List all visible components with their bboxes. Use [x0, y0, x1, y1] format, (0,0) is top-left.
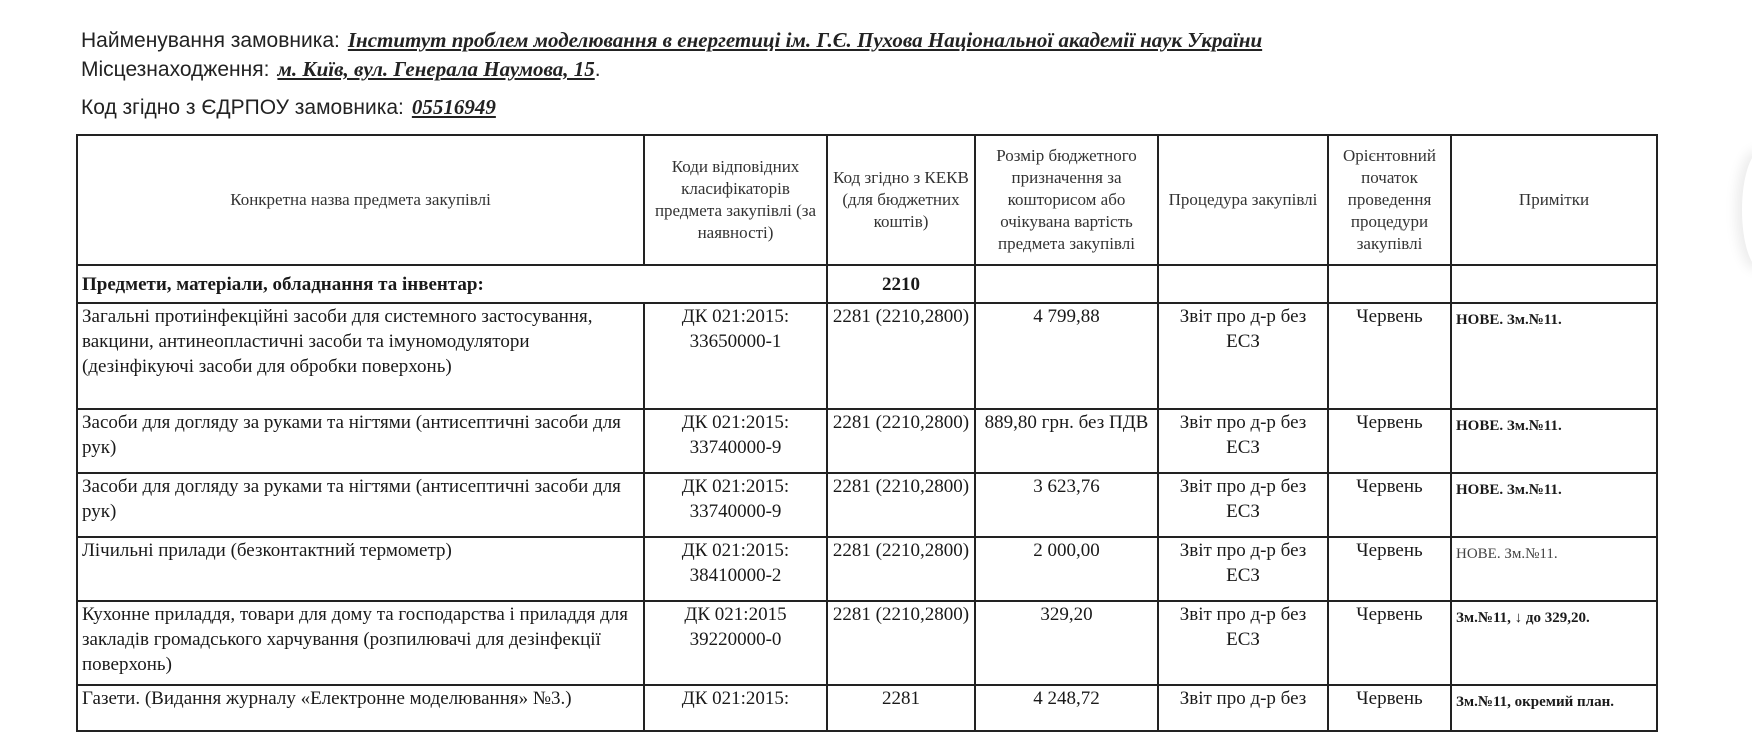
item-classifier: ДК 021:2015: 38410000-2: [644, 537, 827, 601]
item-procedure: Звіт про д-р без ЕСЗ: [1158, 409, 1328, 473]
page-edge-shadow: [1742, 150, 1752, 270]
col-header-amount: Розмір бюджетного призначення за кошторисом або очікувана вартість предмета закупівлі: [975, 135, 1158, 265]
table-row: [77, 601, 1657, 685]
item-name: Кухонне приладдя, товари для дому та господарства і приладдя для закладів громадського харчування (розпилювачі для дезінфекції поверхонь): [77, 601, 644, 685]
item-name: Загальні протиінфекційні засоби для системного застосування, вакцини, антинеопластичні засоби та імуномодулятори (дезінфікуючі засоби для обробки поверхонь): [77, 303, 644, 409]
item-procedure: Звіт про д-р без ЕСЗ: [1158, 303, 1328, 409]
table-row: [77, 537, 1657, 601]
item-amount: 4 248,72: [975, 685, 1158, 731]
item-start: Червень: [1328, 409, 1451, 473]
item-classifier: ДК 021:2015 39220000-0: [644, 601, 827, 685]
item-amount: 3 623,76: [975, 473, 1158, 537]
col-header-classifier: Коди відповідних класифікаторів предмета закупівлі (за наявності): [644, 135, 827, 265]
item-procedure: Звіт про д-р без ЕСЗ: [1158, 601, 1328, 685]
table-row: [77, 473, 1657, 537]
col-header-kekv: Код згідно з КЕКВ (для бюджетних коштів): [827, 135, 975, 265]
location-value: м. Київ, вул. Генерала Наумова, 15: [277, 57, 595, 81]
customer-name-line: [81, 28, 1262, 53]
customer-label: Найменування замовника:: [81, 29, 340, 52]
item-procedure: Звіт про д-р без ЕСЗ: [1158, 473, 1328, 537]
edrpou-line: [81, 95, 496, 120]
col-header-start: Орієнтовний початок проведення процедури закупівлі: [1328, 135, 1451, 265]
item-classifier: ДК 021:2015: 33740000-9: [644, 409, 827, 473]
customer-value: Інститут проблем моделювання в енергетиці ім. Г.Є. Пухова Національної академії наук України: [347, 28, 1263, 52]
empty-cell: [975, 265, 1158, 303]
item-note: НОВЕ. Зм.№11.: [1451, 303, 1657, 409]
item-note: НОВЕ. Зм.№11.: [1451, 537, 1657, 601]
empty-cell: [1328, 265, 1451, 303]
item-start: Червень: [1328, 601, 1451, 685]
item-procedure: Звіт про д-р без ЕСЗ: [1158, 537, 1328, 601]
section-code: 2210: [827, 265, 975, 303]
item-classifier: ДК 021:2015: 33650000-1: [644, 303, 827, 409]
col-header-procedure: Процедура закупівлі: [1158, 135, 1328, 265]
section-row: [77, 265, 1657, 303]
item-kekv: 2281 (2210,2800): [827, 473, 975, 537]
item-amount: 2 000,00: [975, 537, 1158, 601]
item-name: Засоби для догляду за руками та нігтями (антисептичні засоби для рук): [77, 409, 644, 473]
item-name: Засоби для догляду за руками та нігтями (антисептичні засоби для рук): [77, 473, 644, 537]
edrpou-value: 05516949: [411, 95, 496, 119]
location-label: Місцезнаходження:: [81, 58, 270, 81]
item-name: Газети. (Видання журналу «Електронне моделювання» №3.): [77, 685, 644, 731]
item-start: Червень: [1328, 685, 1451, 731]
col-header-notes: Примітки: [1451, 135, 1657, 265]
item-procedure: Звіт про д-р без: [1158, 685, 1328, 731]
procurement-table: [76, 134, 1658, 732]
item-note: НОВЕ. Зм.№11.: [1451, 409, 1657, 473]
item-kekv: 2281: [827, 685, 975, 731]
table-row: [77, 409, 1657, 473]
item-note: НОВЕ. Зм.№11.: [1451, 473, 1657, 537]
item-start: Червень: [1328, 537, 1451, 601]
item-amount: 329,20: [975, 601, 1158, 685]
col-header-name: Конкретна назва предмета закупівлі: [77, 135, 644, 265]
edrpou-label: Код згідно з ЄДРПОУ замовника:: [81, 96, 404, 119]
item-kekv: 2281 (2210,2800): [827, 303, 975, 409]
table-row: [77, 303, 1657, 409]
location-suffix: .: [594, 58, 601, 81]
item-amount: 4 799,88: [975, 303, 1158, 409]
item-note: Зм.№11, ↓ до 329,20.: [1451, 601, 1657, 685]
location-line: [81, 57, 601, 82]
item-note: Зм.№11, окремий план.: [1451, 685, 1657, 731]
item-kekv: 2281 (2210,2800): [827, 601, 975, 685]
item-kekv: 2281 (2210,2800): [827, 409, 975, 473]
item-classifier: ДК 021:2015:: [644, 685, 827, 731]
item-amount: 889,80 грн. без ПДВ: [975, 409, 1158, 473]
section-title: Предмети, матеріали, обладнання та інвентар:: [77, 265, 827, 303]
item-start: Червень: [1328, 473, 1451, 537]
empty-cell: [1158, 265, 1328, 303]
empty-cell: [1451, 265, 1657, 303]
item-kekv: 2281 (2210,2800): [827, 537, 975, 601]
item-name: Лічильні прилади (безконтактний термометр): [77, 537, 644, 601]
item-classifier: ДК 021:2015: 33740000-9: [644, 473, 827, 537]
table-header-row: [77, 135, 1657, 265]
item-start: Червень: [1328, 303, 1451, 409]
